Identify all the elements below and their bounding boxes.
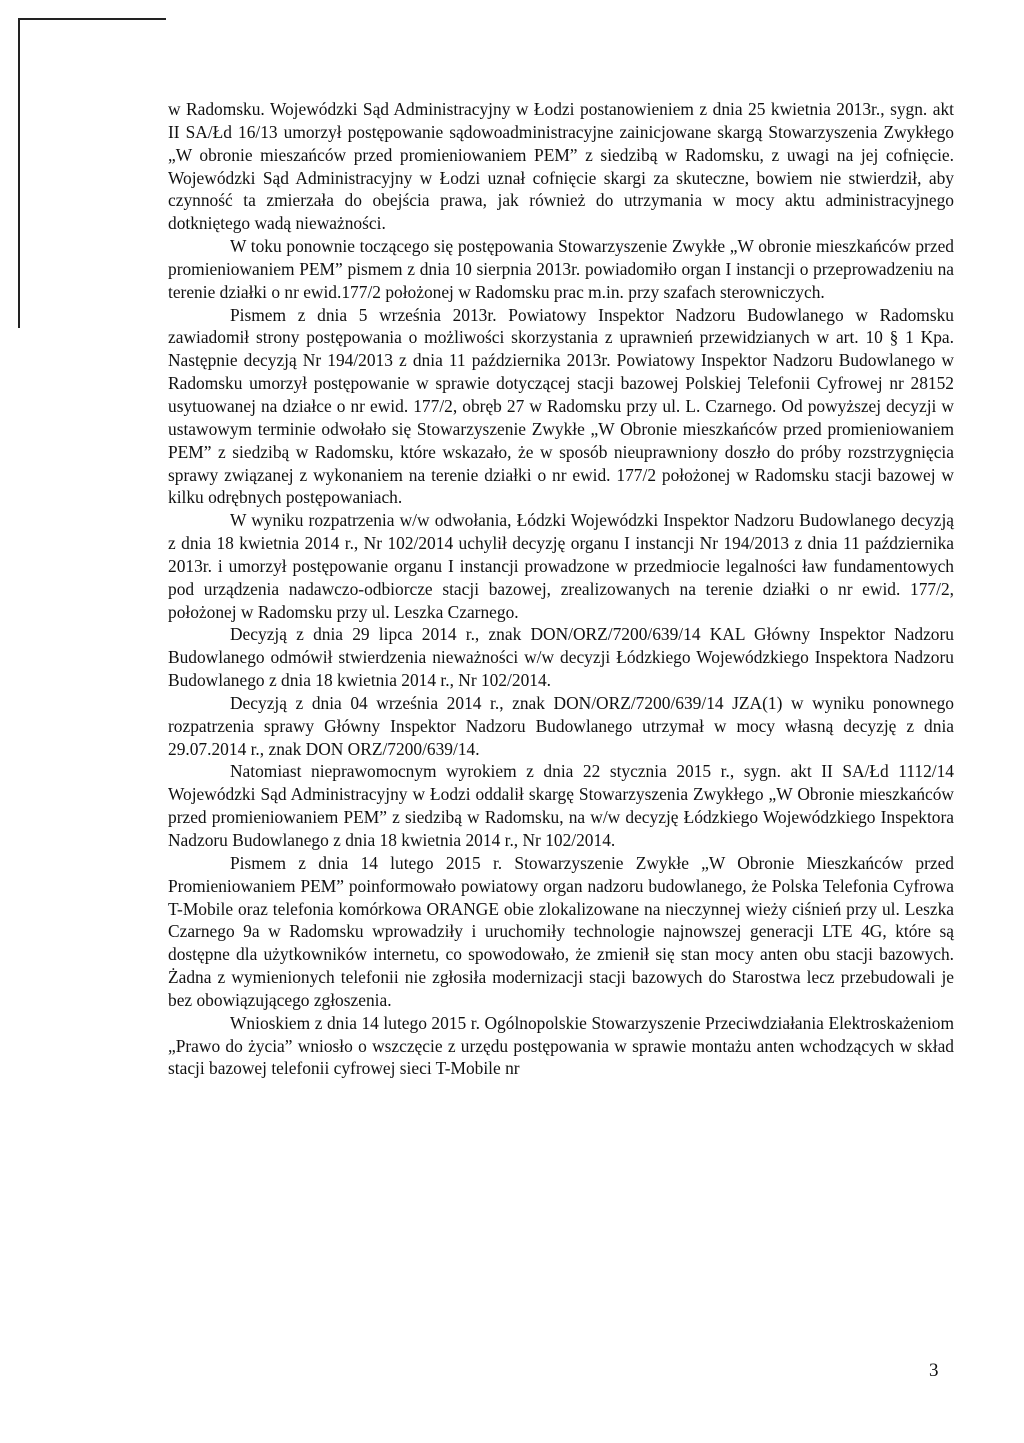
paragraph: W toku ponownie toczącego się postępowania Stowarzyszenie Zwykłe „W obronie mieszkańców przed promieniowaniem PEM” pismem z dnia 10 sierpnia 2013r. powiadomiło organ I instancji o przeprowadzeniu na terenie działki o nr ewid.177/2 położonej w Radomsku prac m.in. przy szafach sterowniczych. bbox=[168, 236, 954, 302]
paragraph: Decyzją z dnia 29 lipca 2014 r., znak DON/ORZ/7200/639/14 KAL Główny Inspektor Nadzoru Budowlanego odmówił stwierdzenia nieważności w/w decyzji Łódzkiego Wojewódzkiego Inspektora Nadzoru Budowlanego z dnia 18 kwietnia 2014 r., Nr 102/2014. bbox=[168, 624, 954, 691]
paragraph: Wnioskiem z dnia 14 lutego 2015 r. Ogólnopolskie Stowarzyszenie Przeciwdziałania Elektroskażeniom „Prawo do życia” wniosło o wszczęcie z urzędu postępowania w sprawie montażu anten wchodzących w skład stacji bazowej telefonii cyfrowej sieci T-Mobile nr bbox=[168, 1012, 954, 1079]
paragraph: Pismem z dnia 5 września 2013r. Powiatowy Inspektor Nadzoru Budowlanego w Radomsku zawiadomił strony postępowania o możliwości skorzystania z uprawnień przewidzianych w art. 10 § 1 Kpa. Następnie decyzją Nr 194/2013 z dnia 11 października 2013r. Powiatowy Inspektor Nadzoru Budowlanego w Radomsku umorzył postępowanie w sprawie dotyczącej stacji bazowej Polskiej Telefonii Cyfrowej nr 28152 usytuowanej na działce o nr ewid. 177/2, obręb 27 w Radomsku przy ul. L. Czarnego. Od powyższej decyzji w ustawowym terminie odwołało się Stowarzyszenie Zwykłe „W Obronie mieszkańców przed promieniowaniem PEM” z siedzibą w Radomsku, które wskazało, że w sposób nieuprawniony doszło do próby rozstrzygnięcia sprawy związanej z wykonaniem na terenie działki o nr ewid. 177/2 położonej w Radomsku stacji bazowej w kilku odrębnych postępowaniach. bbox=[168, 304, 954, 508]
paragraph-continuation: w Radomsku. Wojewódzki Sąd Administracyjny w Łodzi postanowieniem z dnia 25 kwietnia 2013r., sygn. akt II SA/Łd 16/13 umorzył postępowanie sądowoadministracyjne zainicjowane skargą Stowarzyszenia Zwykłego „W obronie mieszańców przed promieniowaniem PEM” z siedzibą w Radomsku, z uwagi na jej cofnięcie. Wojewódzki Sąd Administracyjny w Łodzi uznał cofnięcie skargi za skuteczne, bowiem nie stwierdził, aby czynność ta zmierzała do obejścia prawa, jak również do utrzymania w mocy aktu administracyjnego dotkniętego wadą nieważności. bbox=[168, 99, 954, 234]
scan-border-left bbox=[18, 18, 20, 328]
paragraph: Decyzją z dnia 04 września 2014 r., znak DON/ORZ/7200/639/14 JZA(1) w wyniku ponownego rozpatrzenia sprawy Główny Inspektor Nadzoru Budowlanego utrzymał w mocy własną decyzję z dnia 29.07.2014 r., znak DON ORZ/7200/639/14. bbox=[168, 692, 954, 759]
page-number: 3 bbox=[929, 1360, 939, 1381]
document-body bbox=[168, 98, 954, 1080]
scan-border-top bbox=[18, 18, 166, 20]
paragraph: Pismem z dnia 14 lutego 2015 r. Stowarzyszenie Zwykłe „W Obronie Mieszkańców przed Promieniowaniem PEM” poinformowało powiatowy organ nadzoru budowlanego, że Polska Telefonia Cyfrowa T-Mobile oraz telefonia komórkowa ORANGE obie zlokalizowane na nieczynnej wieży ciśnień przy ul. Leszka Czarnego 9a w Radomsku wprowadziły i uruchomiły technologie najnowszej generacji LTE 4G, które są dostępne dla użytkowników internetu, co spowodowało, że zmienił się stan mocy anten obu stacji bazowych. Żadna z wymienionych telefonii nie zgłosiła modernizacji stacji bazowych do Starostwa lecz przebudowali je bez obowiązującego zgłoszenia. bbox=[168, 852, 954, 1010]
paragraph: Natomiast nieprawomocnym wyrokiem z dnia 22 stycznia 2015 r., sygn. akt II SA/Łd 1112/14 Wojewódzki Sąd Administracyjny w Łodzi oddalił skargę Stowarzyszenia Zwykłego „W Obronie mieszkańców przed promieniowaniem PEM” z siedzibą w Radomsku, na w/w decyzję Łódzkiego Wojewódzkiego Inspektora Nadzoru Budowlanego z dnia 18 kwietnia 2014 r., Nr 102/2014. bbox=[168, 761, 954, 850]
paragraph: W wyniku rozpatrzenia w/w odwołania, Łódzki Wojewódzki Inspektor Nadzoru Budowlanego decyzją z dnia 18 kwietnia 2014 r., Nr 102/2014 uchylił decyzję organu I instancji Nr 194/2013 z dnia 11 października 2013r. i umorzył postępowanie organu I instancji prowadzone w przedmiocie legalności ław fundamentowych pod urządzenia nadawczo-odbiorcze stacji bazowej, zrealizowanych na terenie działki o nr ewid. 177/2, położonej w Radomsku przy ul. Leszka Czarnego. bbox=[168, 510, 954, 622]
